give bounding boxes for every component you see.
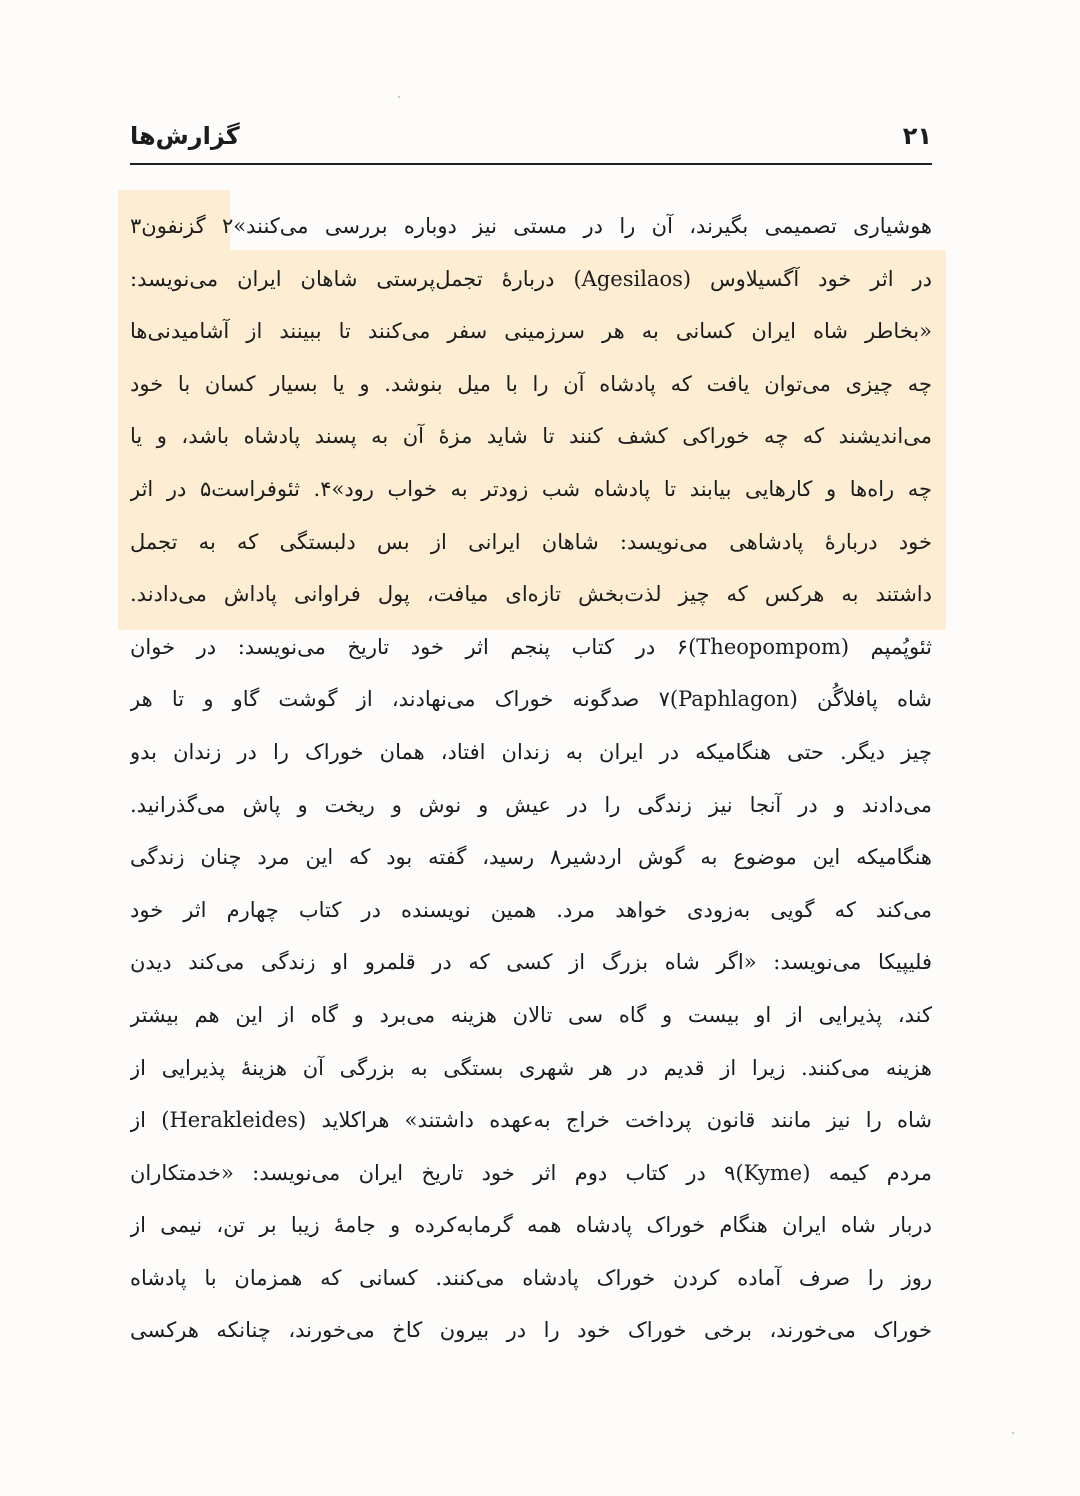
text-line: کند، پذیرایی از او بیست و گاه سی تالان هزینه می‌برد و گاه از این هم بیشتر bbox=[130, 1002, 932, 1027]
text-line: «بخاطر شاه ایران کسانی به هر سرزمینی سفر می‌کنند تا ببینند از آشامیدنی‌ها bbox=[130, 319, 932, 344]
text-line: ثئوپُمپم (Theopompom)۶ در کتاب پنجم اثر خود تاریخ می‌نویسد: در خوان bbox=[130, 634, 932, 659]
scan-speck bbox=[1012, 1432, 1014, 1434]
text-line: فلیپیکا می‌نویسد: «اگر شاه بزرگ از کسی که در قلمرو او زندگی می‌کند دیدن bbox=[130, 950, 932, 975]
text-line: روز را صرف آماده کردن خوراک پادشاه می‌کنند. کسانی که همزمان با پادشاه bbox=[130, 1265, 932, 1290]
scan-speck bbox=[398, 96, 400, 98]
text-line: چه راه‌ها و کارهایی بیابند تا پادشاه شب زودتر به خواب رود»۴. ثئوفراست۵ در اثر bbox=[130, 476, 932, 501]
text-line: شاه پافلاگُن (Paphlagon)۷ صدگونه خوراک می‌نهادند، از گوشت گاو و تا هر bbox=[130, 687, 932, 712]
text-line: می‌دادند و در آنجا نیز زندگی را در عیش و نوش و ریخت و پاش می‌گذرانید. bbox=[130, 792, 932, 817]
text-line: می‌کند که گویی به‌زودی خواهد مرد. همین نویسنده در کتاب چهارم اثر خود bbox=[130, 897, 932, 922]
text-line: چه چیزی می‌توان یافت که پادشاه آن را با میل بنوشد. و یا بسیار کسان با خود bbox=[130, 371, 932, 396]
page-header bbox=[130, 114, 932, 158]
text-line: هزینه می‌کنند. زیرا از قدیم در هر شهری بستگی به بزرگی آن هزینهٔ پذیرایی از bbox=[130, 1055, 932, 1080]
text-line: هوشیاری تصمیمی بگیرند، آن را در مستی نیز دوباره بررسی می‌کنند»۲ گزنفون۳ bbox=[130, 214, 932, 238]
text-line: در اثر خود آگسیلاوس (Agesilaos) دربارهٔ تجمل‌پرستی شاهان ایران می‌نویسد: bbox=[130, 266, 932, 291]
text-line: داشتند به هرکس که چیز لذت‌بخش تازه‌ای میافت، پول فراوانی پاداش می‌دادند. bbox=[130, 582, 932, 607]
text-line: هنگامیکه این موضوع به گوش اردشیر۸ رسید، گفته بود که این مرد چنان زندگی bbox=[130, 845, 932, 870]
text-line: خود دربارهٔ پادشاهی می‌نویسد: شاهان ایرانی از بس دلبستگی که به تجمل bbox=[130, 529, 932, 554]
text-line: شاه را نیز مانند قانون پرداخت خراج به‌عهده داشتند» هراکلاید (Herakleides) از bbox=[130, 1108, 932, 1133]
page-number: ۲۱ bbox=[902, 122, 932, 150]
text-line: می‌اندیشند که چه خوراکی کشف کنند تا شاید مزهٔ آن به پسند پادشاه باشد، و یا bbox=[130, 424, 932, 449]
running-title: گزارش‌ها bbox=[130, 122, 240, 150]
text-line: خوراک می‌خورند، برخی خوراک خود را در بیرون کاخ می‌خورند، چنانکه هرکسی bbox=[130, 1318, 932, 1343]
header-rule bbox=[130, 163, 932, 165]
text-line: دربار شاه ایران هنگام خوراک پادشاه همه گرمابه‌کرده و جامهٔ زیبا بر تن، نیمی از bbox=[130, 1213, 932, 1238]
text-line: مردم کیمه (Kyme)۹ در کتاب دوم اثر خود تاریخ ایران می‌نویسد: «خدمتکاران bbox=[130, 1160, 932, 1185]
text-line: چیز دیگر. حتی هنگامیکه در ایران به زندان افتاد، همان خوراک را در زندان بدو bbox=[130, 739, 932, 764]
body-text bbox=[130, 200, 932, 1357]
